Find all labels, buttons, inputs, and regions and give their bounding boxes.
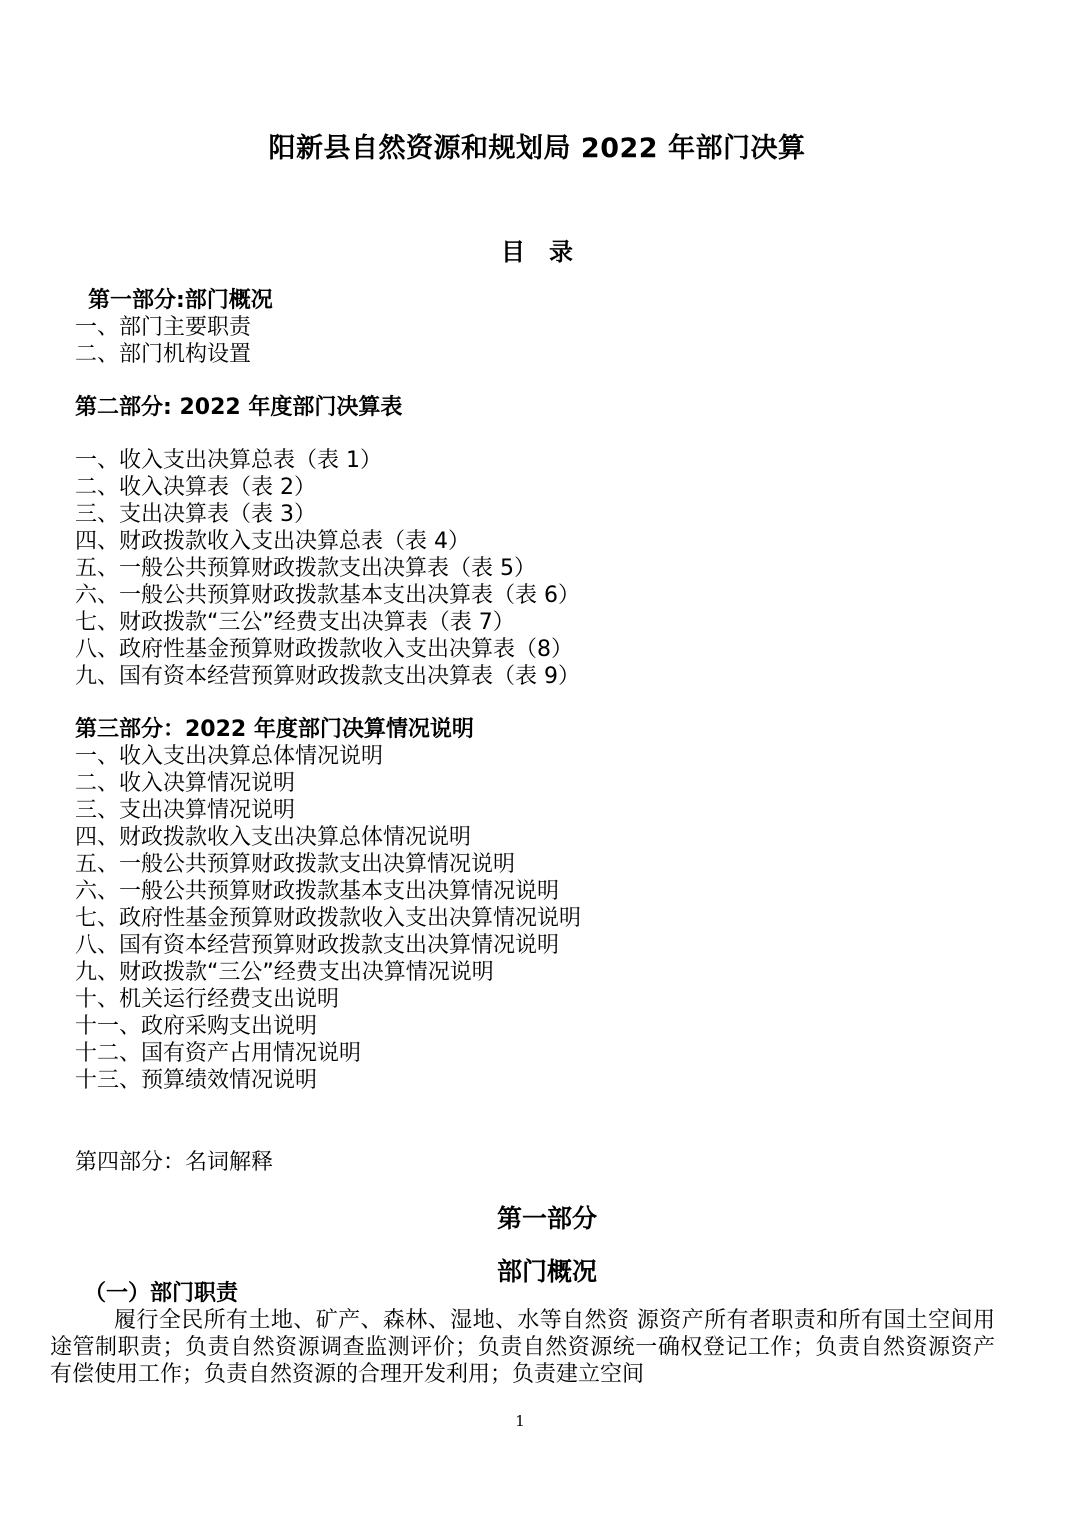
page-number: 1	[515, 1412, 525, 1430]
toc-item: 六、一般公共预算财政拨款基本支出决算表（表 6）	[75, 583, 580, 608]
toc-item: 十一、政府采购支出说明	[75, 1014, 318, 1039]
document-title: 阳新县自然资源和规划局 2022 年部门决算	[268, 133, 806, 164]
toc-item: 八、政府性基金预算财政拨款收入支出决算表（8）	[75, 637, 573, 662]
part2-list	[75, 447, 580, 690]
part1-list	[75, 314, 251, 368]
part-subtitle: 部门概况	[496, 1257, 597, 1286]
toc-item: 二、部门机构设置	[75, 342, 252, 367]
toc-item: 六、一般公共预算财政拨款基本支出决算情况说明	[75, 879, 560, 904]
part4-heading: 第四部分：名词解释	[75, 1150, 274, 1175]
toc-item: 一、收入支出决算总体情况说明	[75, 744, 384, 769]
toc-item: 十、机关运行经费支出说明	[75, 987, 340, 1012]
part3-heading: 第三部分：2022 年度部门决算情况说明	[75, 717, 474, 742]
toc-title: 目 录	[501, 238, 573, 266]
toc-item: 二、收入决算表（表 2）	[75, 475, 316, 500]
part2-heading: 第二部分: 2022 年度部门决算表	[75, 395, 403, 420]
toc-item: 八、国有资本经营预算财政拨款支出决算情况说明	[75, 933, 560, 958]
toc-item: 七、政府性基金预算财政拨款收入支出决算情况说明	[75, 906, 582, 931]
toc-item: 四、财政拨款收入支出决算总表（表 4）	[75, 529, 470, 554]
toc-item: 四、财政拨款收入支出决算总体情况说明	[75, 825, 472, 850]
toc-item: 三、支出决算情况说明	[75, 798, 296, 823]
part-title: 第一部分	[496, 1204, 597, 1233]
toc-item: 一、收入支出决算总表（表 1）	[75, 448, 382, 473]
toc-item: 二、收入决算情况说明	[75, 771, 296, 796]
toc-item: 一、部门主要职责	[75, 315, 252, 340]
toc-item: 三、支出决算表（表 3）	[75, 502, 316, 527]
section-heading: （一）部门职责	[84, 1281, 239, 1306]
part3-list	[75, 743, 581, 1094]
part1-heading: 第一部分:部门概况	[88, 288, 273, 313]
toc-item: 五、一般公共预算财政拨款支出决算表（表 5）	[75, 556, 536, 581]
body-paragraph: 履行全民所有土地、矿产、森林、湿地、水等自然资 源资产所有者职责和所有国土空间用途管制职责；负责自然资源调查监测评价；负责自然资源统一确权登记工作；负责自然资源资产有偿使用工作；负责自然资源的合理开发利用；负责建立空间	[50, 1308, 995, 1387]
toc-item: 五、一般公共预算财政拨款支出决算情况说明	[75, 852, 516, 877]
toc-item: 九、国有资本经营预算财政拨款支出决算表（表 9）	[75, 664, 580, 689]
toc-item: 十二、国有资产占用情况说明	[75, 1041, 362, 1066]
toc-item: 九、财政拨款“三公”经费支出决算情况说明	[75, 960, 494, 985]
toc-item: 七、财政拨款“三公”经费支出决算表（表 7）	[75, 610, 515, 635]
toc-item: 十三、预算绩效情况说明	[75, 1068, 318, 1093]
